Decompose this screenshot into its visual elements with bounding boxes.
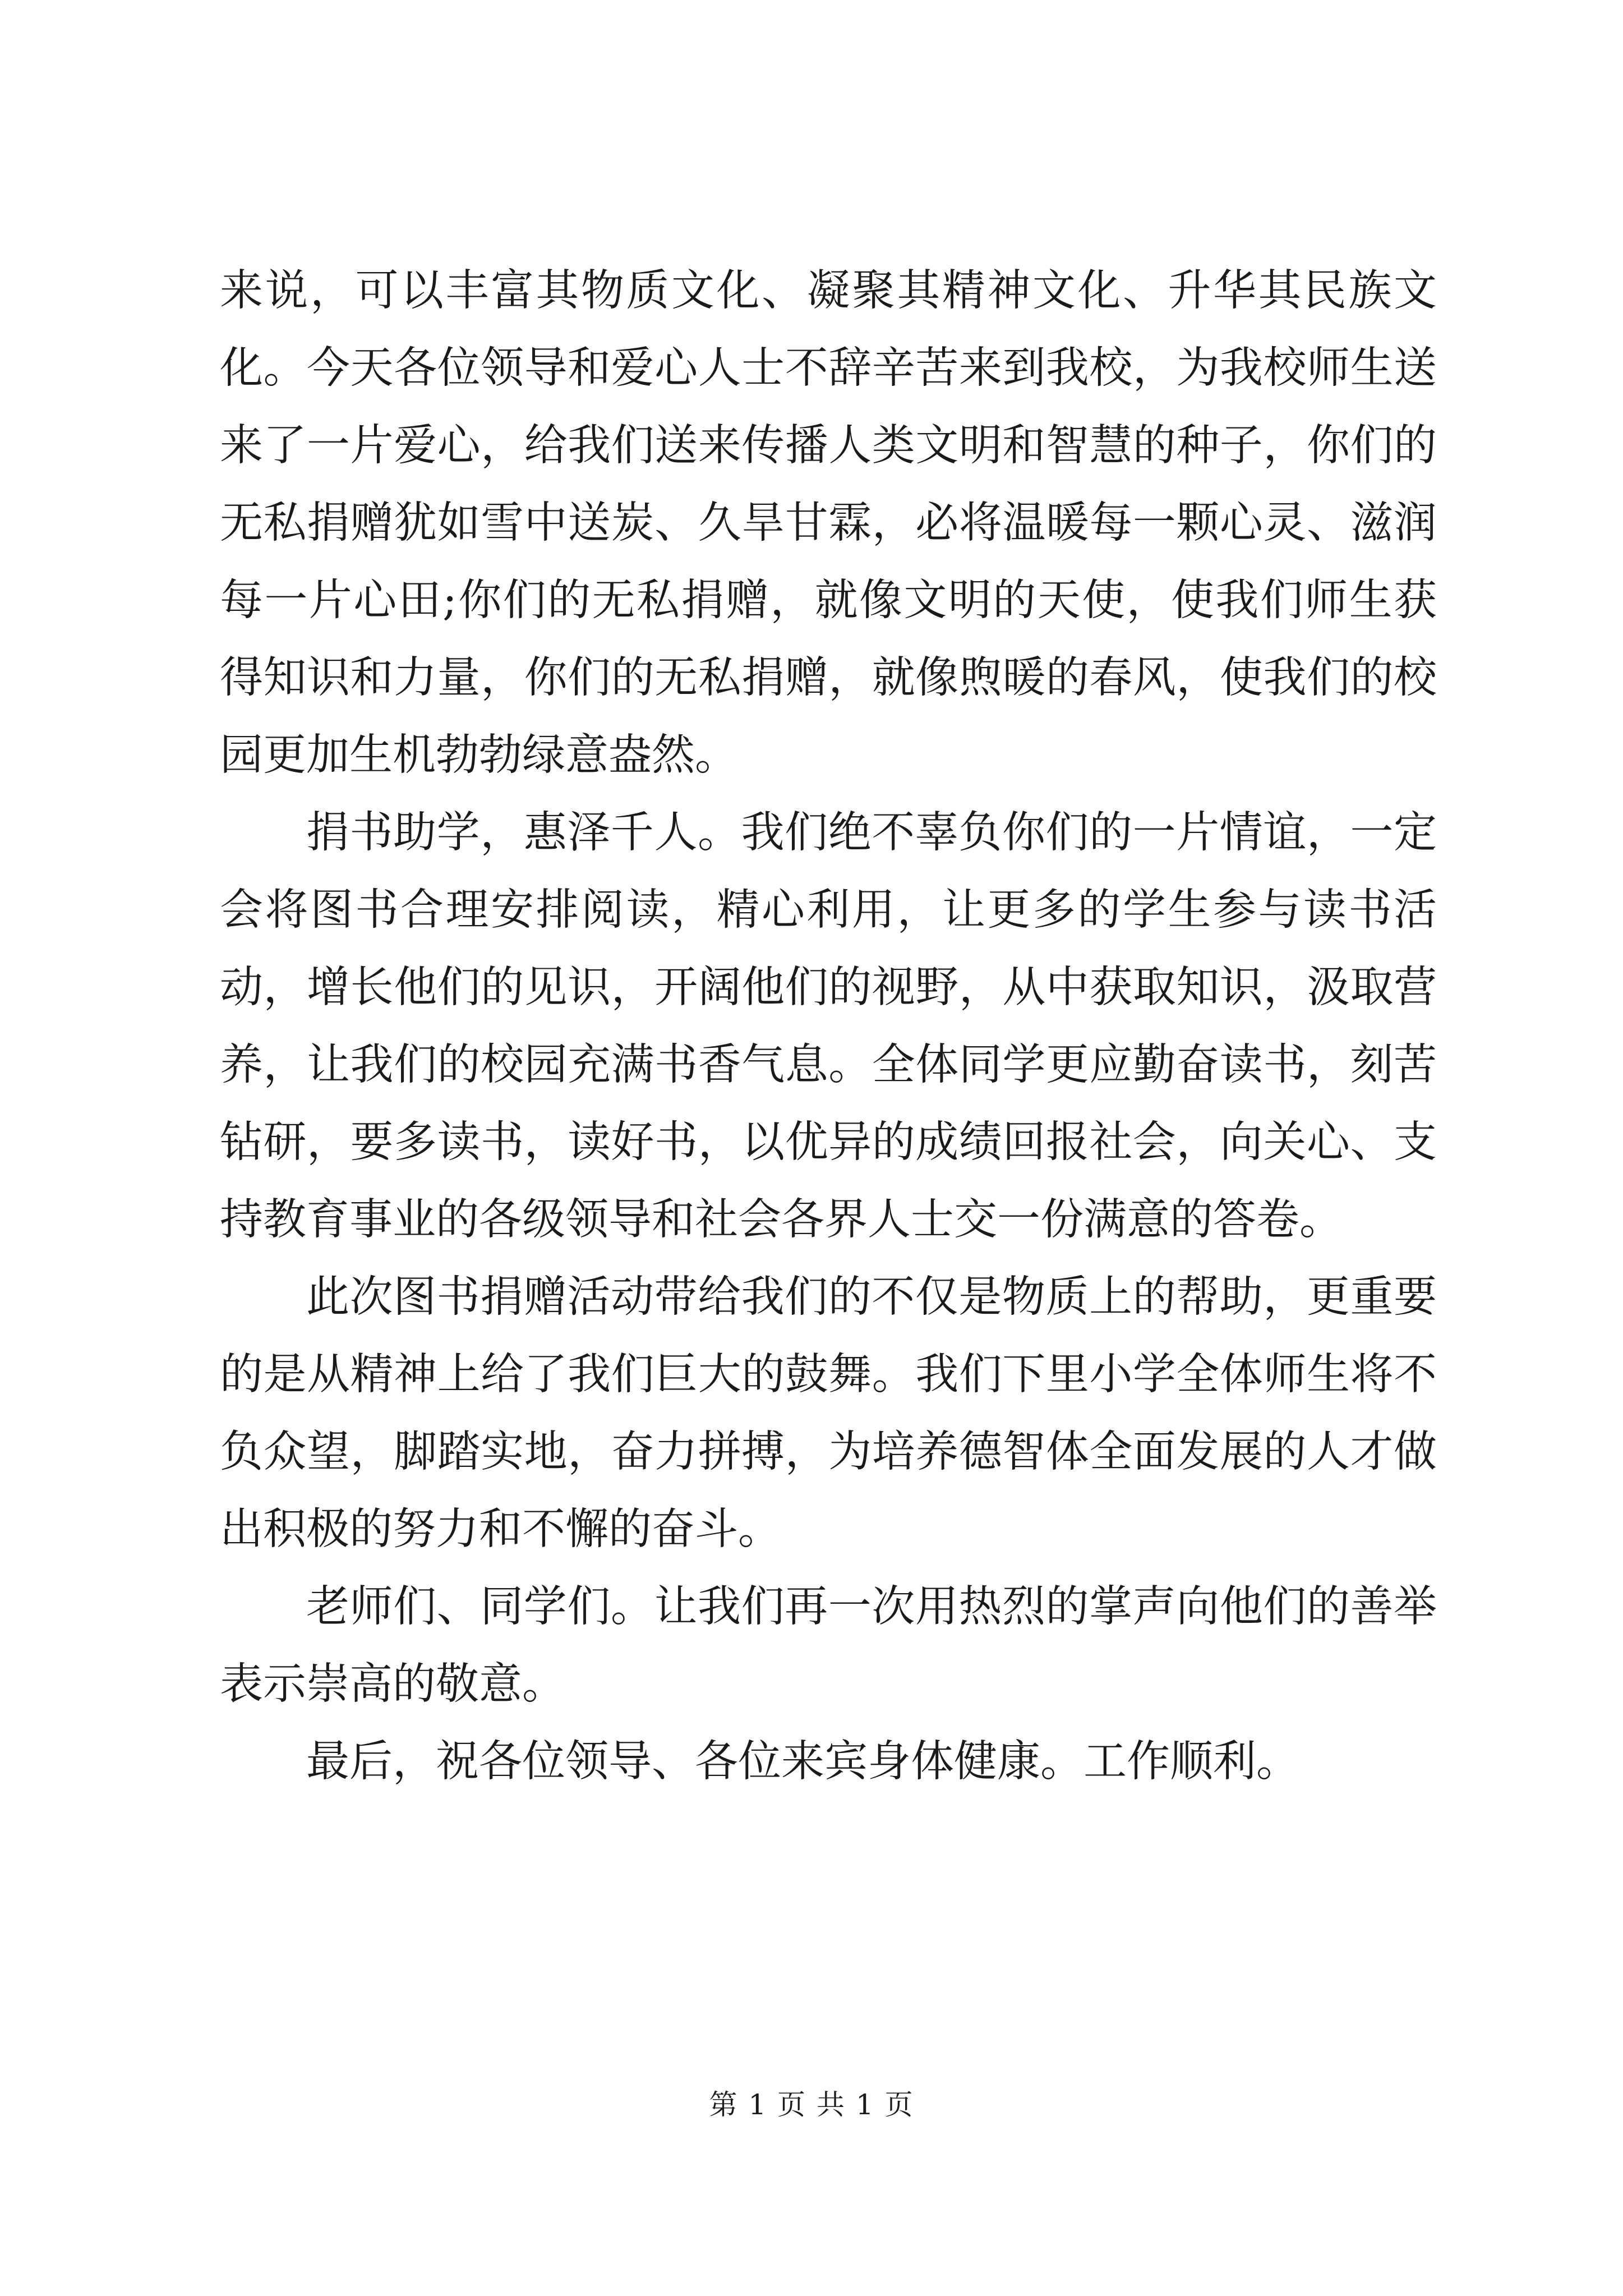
paragraph: 此次图书捐赠活动带给我们的不仅是物质上的帮助，更重要的是从精神上给了我们巨大的鼓舞。我们下里小学全体师生将不负众望，脚踏实地，奋力拼搏，为培养德智体全面发展的人才做出积极的努力和不懈的奋斗。 [220,1272,1437,1554]
paragraph-continued: 来说，可以丰富其物质文化、凝聚其精神文化、升华其民族文化。今天各位领导和爱心人士不辞辛苦来到我校，为我校师生送来了一片爱心，给我们送来传播人类文明和智慧的种子，你们的无私捐赠犹如雪中送炭、久旱甘霖，必将温暖每一颗心灵、滋润每一片心田;你们的无私捐赠，就像文明的天使，使我们师生获得知识和力量，你们的无私捐赠，就像煦暖的春风，使我们的校园更加生机勃勃绿意盎然。 [220,266,1437,780]
document-body [220,252,1437,1801]
paragraph: 最后，祝各位领导、各位来宾身体健康。工作顺利。 [306,1737,1299,1787]
page-number-footer: 第 1 页 共 1 页 [709,2088,914,2121]
paragraph: 捐书助学，惠泽千人。我们绝不辜负你们的一片情谊，一定会将图书合理安排阅读，精心利用，让更多的学生参与读书活动，增长他们的见识，开阔他们的视野，从中获取知识，汲取营养，让我们的校园充满书香气息。全体同学更应勤奋读书，刻苦钻研，要多读书，读好书，以优异的成绩回报社会，向关心、支持教育事业的各级领导和社会各界人士交一份满意的答卷。 [220,808,1437,1245]
paragraph: 老师们、同学们。让我们再一次用热烈的掌声向他们的善举表示崇高的敬意。 [220,1582,1437,1709]
